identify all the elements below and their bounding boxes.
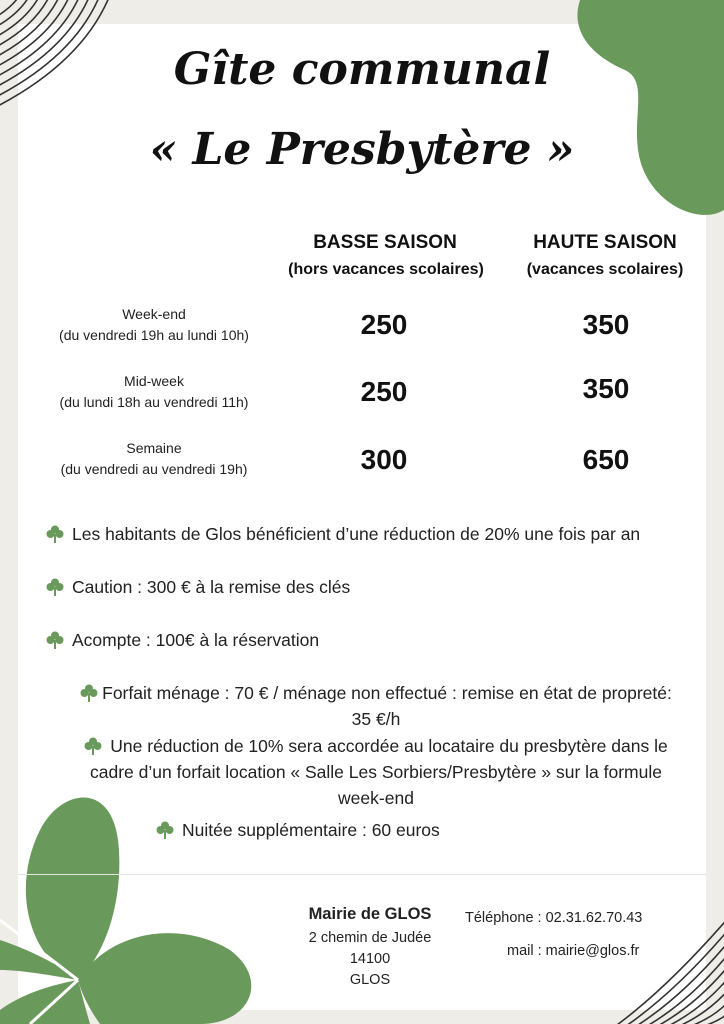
price-semaine-haute: 650 [582, 444, 630, 475]
haute-saison-subheading: (vacances scolaires) [526, 261, 684, 278]
mairie-address-block [290, 905, 450, 991]
bullet-reduction-locataire [46, 733, 706, 811]
bullet-forfait-menage [46, 680, 706, 732]
page-title-line2: « Le Presbytère » [149, 124, 575, 175]
row-detail: (du vendredi au vendredi 19h) [60, 461, 248, 477]
row-name: Semaine [126, 440, 182, 456]
clover-icon [46, 525, 64, 543]
basse-saison-heading: BASSE SAISON [313, 232, 457, 253]
address-line1: 2 chemin de Judée [308, 930, 432, 946]
bullet-text: Acompte : 100€ à la réservation [72, 630, 320, 650]
bullet-text: Les habitants de Glos bénéficient d’une réduction de 20% une fois par an [72, 524, 641, 544]
mairie-name: Mairie de GLOS [308, 905, 432, 923]
footer-divider [18, 874, 706, 875]
clover-icon [156, 821, 174, 839]
price-mid-week-basse: 250 [360, 376, 408, 407]
green-leaf-top-right-decoration [570, 0, 724, 222]
bullet-text: Caution : 300 € à la remise des clés [72, 577, 351, 597]
price-week-end-basse: 250 [360, 309, 408, 340]
clover-icon [84, 737, 102, 755]
bullet-text: Forfait ménage : 70 € / ménage non effectué : remise en état de propreté: [102, 683, 672, 703]
page-title-line1: Gîte communal [173, 44, 551, 95]
address-line3: GLOS [349, 972, 391, 988]
clover-icon [46, 631, 64, 649]
mail: mail : mairie@glos.fr [507, 943, 640, 959]
row-detail: (du lundi 18h au vendredi 11h) [59, 394, 249, 410]
bullet-acompte [46, 627, 319, 653]
price-semaine-basse: 300 [360, 444, 408, 475]
bullet-text-continued: 35 €/h [351, 709, 401, 729]
row-name: Week-end [122, 306, 186, 322]
bullet-text: Une réduction de 10% sera accordée au locataire du presbytère dans le [110, 736, 668, 756]
price-week-end-haute: 350 [582, 309, 630, 340]
row-detail: (du vendredi 19h au lundi 10h) [59, 327, 249, 343]
clover-icon [80, 684, 98, 702]
haute-saison-heading: HAUTE SAISON [533, 232, 677, 253]
bullet-text-continued: week-end [338, 788, 414, 808]
price-mid-week-haute: 350 [582, 373, 630, 404]
bullet-text-continued: cadre d’un forfait location « Salle Les Sorbiers/Presbytère » sur la formule [90, 762, 662, 782]
clover-icon [46, 578, 64, 596]
row-label-semaine [40, 438, 268, 480]
bullet-text: Nuitée supplémentaire : 60 euros [182, 820, 440, 840]
bullet-reduction-habitants [46, 521, 640, 547]
row-label-week-end [40, 304, 268, 346]
telephone: Téléphone : 02.31.62.70.43 [465, 910, 643, 926]
bullet-nuitee [156, 817, 440, 843]
row-label-mid-week [40, 371, 268, 413]
address-line2: 14100 [349, 951, 391, 967]
basse-saison-subheading: (hors vacances scolaires) [288, 261, 484, 278]
row-name: Mid-week [124, 373, 184, 389]
bullet-caution [46, 574, 350, 600]
